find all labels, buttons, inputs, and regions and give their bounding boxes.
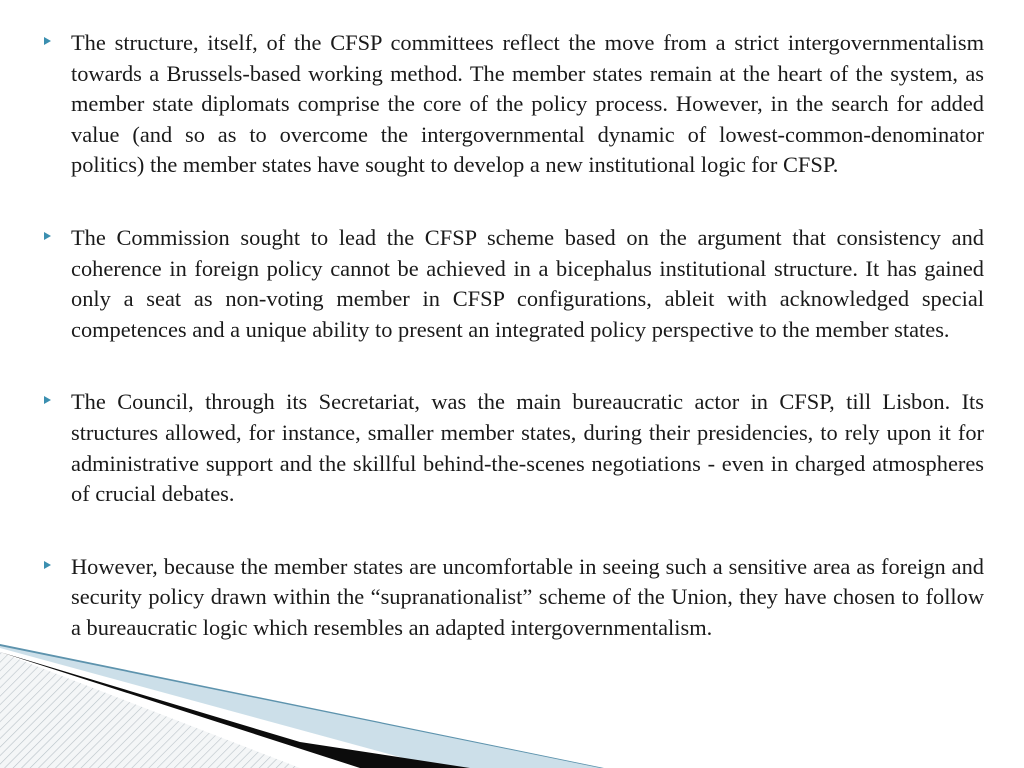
triangle-bullet-icon — [44, 37, 51, 45]
bullet-text: However, because the member states are uncomfortable in seeing such a sensitive area as foreign and security policy drawn within the “supranationalist” scheme of the Union, they have chosen to follow a bureaucratic logic which resembles an adapted intergovernmentalism. — [71, 553, 990, 640]
triangle-bullet-icon — [44, 232, 51, 240]
triangle-bullet-icon — [44, 561, 51, 569]
bullet-item — [44, 223, 990, 345]
triangle-bullet-icon — [44, 396, 51, 404]
bullet-text: The Council, through its Secretariat, was the main bureaucratic actor in CFSP, till Lisbon. Its structures allowed, for instance, smaller member states, during their presidencies, to rely upon it for administrative support and the skillful behind-the-scenes negotiations - even in charged atmospheres of crucial debates. — [71, 389, 990, 507]
bullet-item — [44, 552, 990, 644]
bullet-text: The structure, itself, of the CFSP committees reflect the move from a strict intergovernmentalism towards a Brussels-based working method. The member states remain at the heart of the system, as member state diplomats comprise the core of the policy process. However, in the search for added value (and so as to overcome the intergovernmental dynamic of lowest-common-denominator politics) the member states have sought to develop a new institutional logic for CFSP. — [71, 30, 996, 178]
bullet-item — [44, 28, 996, 181]
bullet-list — [44, 28, 996, 686]
bullet-text: The Commission sought to lead the CFSP scheme based on the argument that consistency and coherence in foreign policy cannot be achieved in a bicephalus institutional structure. It has gained only a seat as non-voting member in CFSP configurations, ableit with acknowledged special competences and a unique ability to present an integrated policy perspective to the member states. — [71, 224, 990, 342]
bullet-item — [44, 387, 990, 509]
